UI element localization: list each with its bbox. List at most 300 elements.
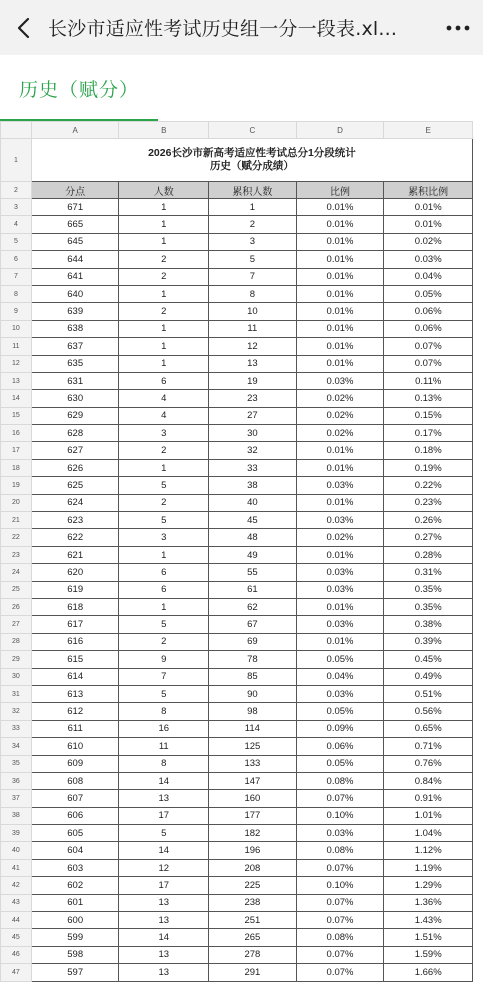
data-cell[interactable]: 147 — [209, 772, 297, 789]
corner-cell[interactable] — [1, 122, 32, 139]
row-number[interactable]: 6 — [1, 251, 32, 268]
data-cell[interactable]: 1.59% — [384, 946, 473, 963]
row-number[interactable]: 38 — [1, 807, 32, 824]
data-cell[interactable]: 597 — [31, 964, 119, 981]
data-cell[interactable]: 0.31% — [384, 564, 473, 581]
data-cell[interactable]: 6 — [119, 581, 209, 598]
data-cell[interactable]: 13 — [119, 946, 209, 963]
data-cell[interactable]: 0.91% — [384, 790, 473, 807]
data-cell[interactable]: 13 — [119, 912, 209, 929]
data-cell[interactable]: 4 — [119, 407, 209, 424]
data-cell[interactable]: 45 — [209, 512, 297, 529]
data-cell[interactable]: 609 — [31, 755, 119, 772]
table-row — [1, 320, 483, 337]
data-cell[interactable]: 13 — [119, 894, 209, 911]
data-cell[interactable]: 0.04% — [384, 268, 473, 285]
table-row — [1, 512, 483, 529]
data-cell[interactable]: 78 — [209, 651, 297, 668]
data-cell[interactable]: 0.06% — [384, 303, 473, 320]
data-cell[interactable]: 61 — [209, 581, 297, 598]
data-cell[interactable]: 0.01% — [296, 251, 384, 268]
data-cell[interactable]: 0.76% — [384, 755, 473, 772]
data-cell[interactable]: 278 — [209, 946, 297, 963]
data-cell[interactable]: 5 — [119, 685, 209, 702]
row-number[interactable]: 21 — [1, 512, 32, 529]
data-cell[interactable]: 618 — [31, 598, 119, 615]
data-cell[interactable]: 0.01% — [296, 633, 384, 650]
data-cell[interactable]: 1 — [119, 233, 209, 250]
spreadsheet-view[interactable] — [0, 121, 483, 978]
row-number[interactable]: 23 — [1, 546, 32, 563]
row-number[interactable]: 34 — [1, 738, 32, 755]
data-cell[interactable]: 1.01% — [384, 807, 473, 824]
data-cell[interactable]: 33 — [209, 459, 297, 476]
data-cell[interactable]: 0.03% — [296, 685, 384, 702]
chevron-left-icon — [16, 17, 32, 39]
row-number[interactable]: 25 — [1, 581, 32, 598]
data-cell[interactable]: 0.09% — [296, 720, 384, 737]
data-cell[interactable]: 3 — [119, 425, 209, 442]
data-cell[interactable]: 1 — [119, 216, 209, 233]
data-cell[interactable]: 0.01% — [296, 233, 384, 250]
data-cell[interactable]: 32 — [209, 442, 297, 459]
data-cell[interactable]: 0.08% — [296, 929, 384, 946]
table-row — [1, 442, 483, 459]
data-cell[interactable]: 0.84% — [384, 772, 473, 789]
data-cell[interactable]: 0.01% — [296, 459, 384, 476]
column-header[interactable]: B — [119, 122, 209, 139]
row-number[interactable]: 28 — [1, 633, 32, 650]
data-cell[interactable]: 251 — [209, 912, 297, 929]
data-cell[interactable]: 265 — [209, 929, 297, 946]
data-cell[interactable]: 1 — [119, 546, 209, 563]
row-number[interactable]: 31 — [1, 685, 32, 702]
data-cell[interactable]: 5 — [119, 512, 209, 529]
data-cell[interactable]: 0.06% — [384, 320, 473, 337]
document-title: 长沙市适应性考试历史组一分一段表.xl... — [48, 18, 398, 40]
row-number[interactable]: 22 — [1, 529, 32, 546]
data-cell[interactable]: 0.65% — [384, 720, 473, 737]
data-cell[interactable]: 90 — [209, 685, 297, 702]
data-cell[interactable]: 601 — [31, 894, 119, 911]
data-cell[interactable]: 0.07% — [296, 859, 384, 876]
data-cell[interactable]: 0.03% — [296, 372, 384, 389]
data-cell[interactable]: 0.02% — [296, 390, 384, 407]
data-cell[interactable]: 0.35% — [384, 598, 473, 615]
data-cell[interactable]: 6 — [119, 372, 209, 389]
data-cell[interactable]: 1.36% — [384, 894, 473, 911]
more-button[interactable] — [433, 0, 483, 55]
data-cell[interactable]: 645 — [31, 233, 119, 250]
data-cell[interactable]: 0.05% — [296, 651, 384, 668]
data-cell[interactable]: 0.01% — [296, 494, 384, 511]
data-cell[interactable]: 5 — [209, 251, 297, 268]
data-cell[interactable]: 0.01% — [296, 303, 384, 320]
data-cell[interactable]: 8 — [119, 755, 209, 772]
table-subtitle: 历史（赋分成绩） — [209, 160, 294, 172]
data-cell[interactable]: 0.22% — [384, 477, 473, 494]
data-cell[interactable]: 621 — [31, 546, 119, 563]
data-cell[interactable]: 610 — [31, 738, 119, 755]
data-cell[interactable]: 0.02% — [384, 233, 473, 250]
row-number[interactable]: 3 — [1, 199, 32, 216]
data-cell[interactable]: 631 — [31, 372, 119, 389]
data-cell[interactable]: 10 — [209, 303, 297, 320]
data-cell[interactable]: 5 — [119, 477, 209, 494]
row-number[interactable]: 9 — [1, 303, 32, 320]
header-cell[interactable]: 比例 — [296, 182, 384, 199]
data-cell[interactable]: 11 — [209, 320, 297, 337]
row-number[interactable]: 35 — [1, 755, 32, 772]
row-number[interactable]: 33 — [1, 720, 32, 737]
data-cell[interactable]: 2 — [119, 633, 209, 650]
data-cell[interactable]: 622 — [31, 529, 119, 546]
row-number[interactable]: 36 — [1, 772, 32, 789]
row-number[interactable]: 16 — [1, 425, 32, 442]
back-button[interactable] — [0, 0, 48, 55]
data-cell[interactable]: 616 — [31, 633, 119, 650]
data-cell[interactable]: 0.39% — [384, 633, 473, 650]
data-cell[interactable]: 0.26% — [384, 512, 473, 529]
data-cell[interactable]: 0.01% — [296, 442, 384, 459]
row-number[interactable]: 27 — [1, 616, 32, 633]
data-cell[interactable]: 11 — [119, 738, 209, 755]
row-number[interactable]: 24 — [1, 564, 32, 581]
data-cell[interactable]: 623 — [31, 512, 119, 529]
data-cell[interactable]: 0.01% — [296, 268, 384, 285]
table-title-cell[interactable] — [31, 139, 472, 182]
data-cell[interactable]: 0.03% — [384, 251, 473, 268]
row-number[interactable]: 44 — [1, 912, 32, 929]
data-cell[interactable]: 16 — [119, 720, 209, 737]
data-cell[interactable]: 1 — [119, 320, 209, 337]
row-number[interactable]: 32 — [1, 703, 32, 720]
row-number[interactable]: 12 — [1, 355, 32, 372]
data-cell[interactable]: 620 — [31, 564, 119, 581]
column-header[interactable]: A — [31, 122, 119, 139]
data-cell[interactable]: 1 — [119, 285, 209, 302]
data-cell[interactable]: 2 — [119, 494, 209, 511]
data-cell[interactable]: 0.01% — [296, 338, 384, 355]
data-cell[interactable]: 13 — [209, 355, 297, 372]
data-cell[interactable]: 1 — [209, 199, 297, 216]
data-cell[interactable]: 611 — [31, 720, 119, 737]
data-cell[interactable]: 0.51% — [384, 685, 473, 702]
data-cell[interactable]: 85 — [209, 668, 297, 685]
data-cell[interactable]: 0.01% — [296, 546, 384, 563]
data-cell[interactable]: 0.08% — [296, 842, 384, 859]
data-cell[interactable]: 641 — [31, 268, 119, 285]
data-cell[interactable]: 0.23% — [384, 494, 473, 511]
data-cell[interactable]: 1 — [119, 355, 209, 372]
data-cell[interactable]: 604 — [31, 842, 119, 859]
data-cell[interactable]: 0.08% — [296, 772, 384, 789]
table-row — [1, 303, 483, 320]
data-cell[interactable]: 7 — [119, 668, 209, 685]
data-cell[interactable]: 225 — [209, 877, 297, 894]
data-cell[interactable]: 1.29% — [384, 877, 473, 894]
row-number[interactable]: 37 — [1, 790, 32, 807]
data-cell[interactable]: 49 — [209, 546, 297, 563]
data-cell[interactable]: 0.01% — [296, 355, 384, 372]
row-number[interactable]: 4 — [1, 216, 32, 233]
header-cell[interactable]: 累积比例 — [384, 182, 473, 199]
data-cell[interactable]: 630 — [31, 390, 119, 407]
data-cell[interactable]: 624 — [31, 494, 119, 511]
data-cell[interactable]: 98 — [209, 703, 297, 720]
data-cell[interactable]: 0.27% — [384, 529, 473, 546]
data-cell[interactable]: 40 — [209, 494, 297, 511]
row-number[interactable]: 45 — [1, 929, 32, 946]
row-number[interactable]: 43 — [1, 894, 32, 911]
data-cell[interactable]: 3 — [209, 233, 297, 250]
data-cell[interactable]: 67 — [209, 616, 297, 633]
data-cell[interactable]: 0.17% — [384, 425, 473, 442]
data-cell[interactable]: 4 — [119, 390, 209, 407]
data-cell[interactable]: 12 — [209, 338, 297, 355]
row-number[interactable]: 18 — [1, 459, 32, 476]
data-cell[interactable]: 0.35% — [384, 581, 473, 598]
data-cell[interactable]: 0.07% — [296, 946, 384, 963]
data-cell[interactable]: 1.19% — [384, 859, 473, 876]
data-cell[interactable]: 2 — [209, 216, 297, 233]
data-cell[interactable]: 2 — [119, 303, 209, 320]
data-cell[interactable]: 23 — [209, 390, 297, 407]
row-number[interactable]: 29 — [1, 651, 32, 668]
data-cell[interactable]: 1.51% — [384, 929, 473, 946]
data-cell[interactable]: 27 — [209, 407, 297, 424]
data-cell[interactable]: 0.04% — [296, 668, 384, 685]
data-cell[interactable]: 638 — [31, 320, 119, 337]
data-cell[interactable]: 1.66% — [384, 964, 473, 981]
column-header[interactable]: C — [209, 122, 297, 139]
data-cell[interactable]: 0.05% — [296, 703, 384, 720]
row-number[interactable]: 42 — [1, 877, 32, 894]
row-number[interactable]: 41 — [1, 859, 32, 876]
data-cell[interactable]: 608 — [31, 772, 119, 789]
data-cell[interactable]: 0.15% — [384, 407, 473, 424]
column-header[interactable]: E — [384, 122, 473, 139]
table-row — [1, 772, 483, 789]
data-cell[interactable]: 629 — [31, 407, 119, 424]
data-cell[interactable]: 1 — [119, 199, 209, 216]
data-cell[interactable]: 0.03% — [296, 825, 384, 842]
header-cell[interactable]: 累积人数 — [209, 182, 297, 199]
data-cell[interactable]: 2 — [119, 251, 209, 268]
data-cell[interactable]: 9 — [119, 651, 209, 668]
row-number[interactable]: 2 — [1, 182, 32, 199]
row-number[interactable]: 1 — [1, 139, 32, 182]
row-number[interactable]: 26 — [1, 598, 32, 615]
table-row — [1, 407, 483, 424]
row-number[interactable]: 7 — [1, 268, 32, 285]
data-cell[interactable]: 607 — [31, 790, 119, 807]
data-cell[interactable]: 13 — [119, 964, 209, 981]
row-number[interactable]: 11 — [1, 338, 32, 355]
data-cell[interactable]: 17 — [119, 877, 209, 894]
data-cell[interactable]: 0.07% — [384, 338, 473, 355]
data-cell[interactable]: 3 — [119, 529, 209, 546]
data-cell[interactable]: 114 — [209, 720, 297, 737]
row-number[interactable]: 46 — [1, 946, 32, 963]
data-cell[interactable]: 0.19% — [384, 459, 473, 476]
data-cell[interactable]: 0.02% — [296, 425, 384, 442]
data-cell[interactable]: 1.04% — [384, 825, 473, 842]
data-cell[interactable]: 640 — [31, 285, 119, 302]
data-cell[interactable]: 0.03% — [296, 512, 384, 529]
data-cell[interactable]: 637 — [31, 338, 119, 355]
data-cell[interactable]: 0.01% — [296, 598, 384, 615]
data-cell[interactable]: 665 — [31, 216, 119, 233]
tab-history[interactable] — [0, 55, 158, 121]
data-cell[interactable]: 0.10% — [296, 807, 384, 824]
data-cell[interactable]: 238 — [209, 894, 297, 911]
data-cell[interactable]: 0.01% — [296, 320, 384, 337]
data-cell[interactable]: 0.45% — [384, 651, 473, 668]
data-cell[interactable]: 0.01% — [384, 216, 473, 233]
data-cell[interactable]: 602 — [31, 877, 119, 894]
data-cell[interactable]: 1 — [119, 338, 209, 355]
data-cell[interactable]: 603 — [31, 859, 119, 876]
data-cell[interactable]: 0.38% — [384, 616, 473, 633]
data-cell[interactable]: 617 — [31, 616, 119, 633]
data-cell[interactable]: 7 — [209, 268, 297, 285]
data-cell[interactable]: 8 — [119, 703, 209, 720]
data-cell[interactable]: 619 — [31, 581, 119, 598]
data-cell[interactable]: 625 — [31, 477, 119, 494]
data-cell[interactable]: 2 — [119, 268, 209, 285]
data-cell[interactable]: 125 — [209, 738, 297, 755]
row-number[interactable]: 5 — [1, 233, 32, 250]
data-cell[interactable]: 599 — [31, 929, 119, 946]
row-number[interactable]: 13 — [1, 372, 32, 389]
data-cell[interactable]: 0.07% — [296, 964, 384, 981]
data-cell[interactable]: 1.12% — [384, 842, 473, 859]
row-number[interactable]: 40 — [1, 842, 32, 859]
data-cell[interactable]: 160 — [209, 790, 297, 807]
data-cell[interactable]: 0.28% — [384, 546, 473, 563]
data-cell[interactable]: 1 — [119, 459, 209, 476]
header-cell[interactable]: 分点 — [31, 182, 119, 199]
data-cell[interactable]: 5 — [119, 825, 209, 842]
data-cell[interactable]: 0.18% — [384, 442, 473, 459]
data-cell[interactable]: 0.03% — [296, 616, 384, 633]
data-cell[interactable]: 626 — [31, 459, 119, 476]
data-cell[interactable]: 12 — [119, 859, 209, 876]
data-cell[interactable]: 0.06% — [296, 738, 384, 755]
data-cell[interactable]: 639 — [31, 303, 119, 320]
data-cell[interactable]: 644 — [31, 251, 119, 268]
data-cell[interactable]: 628 — [31, 425, 119, 442]
column-header[interactable]: D — [296, 122, 384, 139]
row-number[interactable]: 8 — [1, 285, 32, 302]
data-cell[interactable]: 0.01% — [384, 199, 473, 216]
table-row — [1, 894, 483, 911]
data-cell[interactable]: 614 — [31, 668, 119, 685]
row-number[interactable]: 14 — [1, 390, 32, 407]
data-cell[interactable]: 6 — [119, 564, 209, 581]
data-cell[interactable]: 0.07% — [296, 790, 384, 807]
data-cell[interactable]: 2 — [119, 442, 209, 459]
data-cell[interactable]: 0.13% — [384, 390, 473, 407]
data-cell[interactable]: 0.03% — [296, 581, 384, 598]
data-cell[interactable]: 55 — [209, 564, 297, 581]
data-cell[interactable]: 0.03% — [296, 477, 384, 494]
data-cell[interactable]: 133 — [209, 755, 297, 772]
data-cell[interactable]: 196 — [209, 842, 297, 859]
data-cell[interactable]: 605 — [31, 825, 119, 842]
data-cell[interactable]: 48 — [209, 529, 297, 546]
data-cell[interactable]: 5 — [119, 616, 209, 633]
data-cell[interactable]: 0.11% — [384, 372, 473, 389]
data-cell[interactable]: 19 — [209, 372, 297, 389]
data-cell[interactable]: 0.02% — [296, 529, 384, 546]
data-cell[interactable]: 17 — [119, 807, 209, 824]
data-cell[interactable]: 0.01% — [296, 216, 384, 233]
data-cell[interactable]: 615 — [31, 651, 119, 668]
table-row — [1, 390, 483, 407]
data-cell[interactable]: 208 — [209, 859, 297, 876]
row-number[interactable]: 19 — [1, 477, 32, 494]
data-cell[interactable]: 0.05% — [384, 285, 473, 302]
data-cell[interactable]: 62 — [209, 598, 297, 615]
table-row — [1, 338, 483, 355]
data-cell[interactable]: 0.01% — [296, 199, 384, 216]
data-cell[interactable]: 0.49% — [384, 668, 473, 685]
data-cell[interactable]: 177 — [209, 807, 297, 824]
data-cell[interactable]: 38 — [209, 477, 297, 494]
data-cell[interactable]: 0.07% — [296, 894, 384, 911]
data-cell[interactable]: 182 — [209, 825, 297, 842]
data-cell[interactable]: 612 — [31, 703, 119, 720]
data-cell[interactable]: 30 — [209, 425, 297, 442]
data-cell[interactable]: 0.01% — [296, 285, 384, 302]
row-number[interactable]: 10 — [1, 320, 32, 337]
data-cell[interactable]: 606 — [31, 807, 119, 824]
data-cell[interactable]: 0.10% — [296, 877, 384, 894]
header-cell[interactable]: 人数 — [119, 182, 209, 199]
data-cell[interactable]: 69 — [209, 633, 297, 650]
data-cell[interactable]: 0.07% — [296, 912, 384, 929]
row-number[interactable]: 17 — [1, 442, 32, 459]
data-cell[interactable]: 600 — [31, 912, 119, 929]
data-cell[interactable]: 13 — [119, 790, 209, 807]
data-cell[interactable]: 1 — [119, 598, 209, 615]
row-number[interactable]: 30 — [1, 668, 32, 685]
row-number[interactable]: 47 — [1, 964, 32, 981]
data-cell[interactable]: 635 — [31, 355, 119, 372]
data-cell[interactable]: 291 — [209, 964, 297, 981]
data-cell[interactable]: 0.02% — [296, 407, 384, 424]
data-cell[interactable]: 0.03% — [296, 564, 384, 581]
row-number[interactable]: 39 — [1, 825, 32, 842]
row-number[interactable]: 15 — [1, 407, 32, 424]
data-cell[interactable]: 14 — [119, 929, 209, 946]
row-number[interactable]: 20 — [1, 494, 32, 511]
data-cell[interactable]: 613 — [31, 685, 119, 702]
data-cell[interactable]: 598 — [31, 946, 119, 963]
data-cell[interactable]: 1.43% — [384, 912, 473, 929]
data-cell[interactable]: 671 — [31, 199, 119, 216]
data-cell[interactable]: 8 — [209, 285, 297, 302]
data-cell[interactable]: 14 — [119, 772, 209, 789]
data-cell[interactable]: 0.56% — [384, 703, 473, 720]
data-cell[interactable]: 14 — [119, 842, 209, 859]
data-cell[interactable]: 627 — [31, 442, 119, 459]
data-cell[interactable]: 0.05% — [296, 755, 384, 772]
data-cell[interactable]: 0.71% — [384, 738, 473, 755]
data-cell[interactable]: 0.07% — [384, 355, 473, 372]
